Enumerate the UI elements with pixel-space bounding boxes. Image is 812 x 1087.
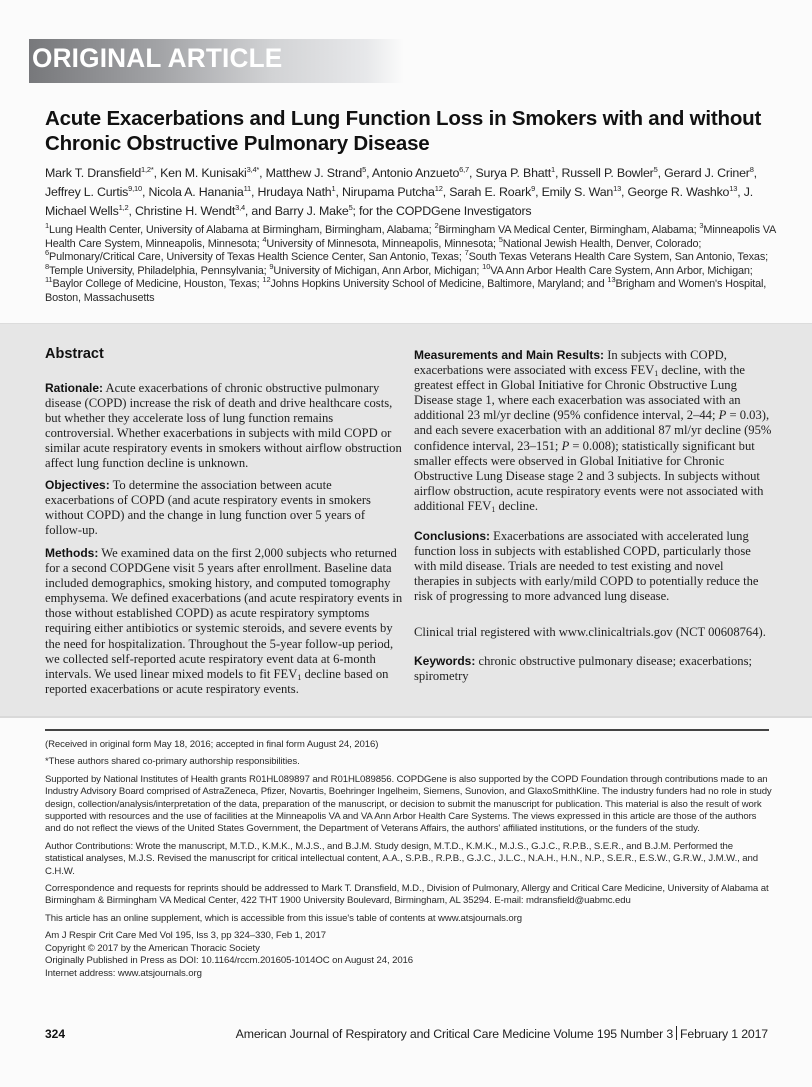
received-dates: (Received in original form May 18, 2016; accepted in final form August 24, 2016) bbox=[45, 739, 379, 750]
author: Antonio Anzueto$^{6,7}$ bbox=[371, 165, 469, 180]
author: Christine H. Wendt$^{3,4}$ bbox=[134, 203, 245, 218]
abstract-section bbox=[0, 323, 812, 718]
author: Gerard J. Criner$^8$ bbox=[664, 165, 754, 180]
funding-statement: Supported by National Institutes of Health grants R01HL089897 and R01HL089856. COPDGene is also supported by the COPD Foundation through contributions made to an Industry Advisory Board comprised of AstraZeneca, Pfizer, Novartis, Boehringer Ingelheim, Siemens, Sunovion, and GlaxoSmithKline. The industry funders had no role in study design, collection/analysis/interpretation of the data, preparation of the manuscript, or decision to submit the manuscript for publication. This material is also the result of work supported with resources and the use of facilities at the Minneapolis VA and VA Ann Arbor Health Care Systems. The views expressed in this article are those of the authors and do not reflect the views of the United States Government, the Department of Veterans Affairs, the authors' affiliated institutions, or the funders of the study. bbox=[45, 773, 772, 835]
article-type-label: ORIGINAL ARTICLE bbox=[32, 43, 283, 73]
copyright: Copyright © 2017 by the American Thoracic Society bbox=[45, 942, 260, 954]
author-group: ; for the COPDGene Investigators bbox=[352, 204, 532, 218]
author-list: Mark T. Dransfield$^{1,2*}$, Ken M. Kunisaki$^{3,4*}$, Matthew J. Strand$^5$, Antonio Anzueto$^{6,7}$, Surya P. Bhatt$^1$, Russell P. Bowler$^5$, Gerard J. Criner$^8$, Jeffrey L. Curtis$^{9,10}$, Nicola A. Hanania$^{11}$, Hrudaya Nath$^1$, Nirupama Putcha$^{12}$, Sarah E. Roark$^9$, Emily S. Wan$^{13}$, George R. Washko$^{13}$, J. Michael Wells$^{1,2}$, Christine H. Wendt$^{3,4}$, and Barry J. Make$^5$; for the COPDGene Investigators bbox=[45, 165, 757, 218]
author: Barry J. Make$^5$ bbox=[274, 203, 353, 218]
publication-info bbox=[45, 930, 773, 980]
abstract-conclusions: Conclusions: Exacerbations are associated with accelerated lung function loss in subjects with established COPD, particularly those with mild disease. Trials are needed to test existing and novel therapies in subjects with early/mild COPD to potentially reduce the risk of progressing to more advanced lung disease. bbox=[414, 529, 759, 604]
internet-address: Internet address: www.atsjournals.org bbox=[45, 967, 202, 979]
section-divider bbox=[45, 729, 769, 731]
author: Emily S. Wan$^{13}$ bbox=[541, 184, 622, 199]
abstract-methods: Methods: We examined data on the first 2,000 subjects who returned for a second COPDGene visit 5 years after enrollment. Baseline data included demographics, smoking history, and computed tomography emphysema. We defined exacerbations (and acute respiratory events in those without established COPD) as acute respiratory symptoms requiring either antibiotics or systemic steroids, and severe events by the need for hospitalization. Throughout the 5-year follow-up period, we collected self-reported acute respiratory event data at 6-month intervals. We used linear mixed models to fit $FEV_1$ decline based on reported exacerbations or acute respiratory events. bbox=[45, 546, 403, 696]
footer-separator bbox=[676, 1026, 677, 1040]
author: Matthew J. Strand$^5$ bbox=[265, 165, 367, 180]
page-number: 324 bbox=[45, 1027, 66, 1041]
author-contributions: Author Contributions: Wrote the manuscript, M.T.D., K.M.K., M.J.S., and B.J.M. Study design, M.T.D., K.M.K., M.J.S., G.J.C., R.P.B., S.E.R., and B.J.M. Performed the statistical analyses, M.J.S. Revised the manuscript for critical intellectual content, A.A., S.P.B., R.P.B., G.J.C., J.L.C., N.A.H., H.N., N.P., S.E.R., E.S.W., G.R.W., J.M.W., and C.H.W. bbox=[45, 840, 758, 877]
abstract-objectives: Objectives: To determine the association between acute exacerbations of COPD (and acute respiratory events in smokers without COPD) and the change in lung function over 5 years of follow-up. bbox=[45, 478, 371, 538]
author: J. Michael Wells$^{1,2}$ bbox=[45, 185, 753, 218]
author: Russell P. Bowler$^5$ bbox=[561, 165, 658, 180]
author: Jeffrey L. Curtis$^{9,10}$ bbox=[45, 184, 142, 199]
author: Nicola A. Hanania$^{11}$ bbox=[148, 184, 251, 199]
author: Hrudaya Nath$^1$ bbox=[257, 184, 336, 199]
article-type-banner bbox=[29, 39, 404, 83]
correspondence: Correspondence and requests for reprints should be addressed to Mark T. Dransfield, M.D., Division of Pulmonary, Allergy and Critical Care Medicine, University of Alabama at Birmingham & Birmingham VA Medical Center, 422 THT 1900 University Boulevard, Birmingham, AL 35294. E-mail: mdransfield@uabmc.edu bbox=[45, 883, 769, 907]
clinical-trial-registration: Clinical trial registered with www.clinicaltrials.gov (NCT 00608764). bbox=[414, 625, 766, 639]
author: Ken M. Kunisaki$^{3,4*}$ bbox=[160, 165, 260, 180]
article-title: Acute Exacerbations and Lung Function Loss in Smokers with and without Chronic Obstructive Pulmonary Disease bbox=[45, 107, 762, 155]
abstract-results: Measurements and Main Results: In subjects with COPD, exacerbations were associated with excess $FEV_1$ decline, with the greatest effect in Global Initiative for Chronic Obstructive Lung Disease stage 1, where each exacerbation was associated with an additional 23 ml/yr decline (95% confidence interval, 2–44; P = 0.03), and each severe exacerbation with an additional 87 ml/yr decline (95% confidence interval, 23–151; P = 0.008); statistically significant but smaller effects were observed in Global Initiative for Chronic Obstructive Lung Disease stage 2 and 3 subjects. In subjects without airflow obstruction, acute respiratory events were not associated with additional $FEV_1$ decline. bbox=[414, 348, 772, 514]
affiliations: $^1$Lung Health Center, University of Alabama at Birmingham, Birmingham, Alabama; $^2$Birmingham VA Medical Center, Birmingham, Alabama; $^3$Minneapolis VA Health Care System, Minneapolis, Minnesota; $^4$University of Minnesota, Minneapolis, Minnesota; $^5$National Jewish Health, Denver, Colorado; $^6$Pulmonary/Critical Care, University of Texas Health Science Center, San Antonio, Texas; $^7$South Texas Veterans Health Care System, San Antonio, Texas; $^8$Temple University, Philadelphia, Pennsylvania; $^9$University of Michigan, Ann Arbor, Michigan; $^{10}$VA Ann Arbor Health Care System, Ann Arbor, Michigan; $^{11}$Baylor College of Medicine, Houston, Texas; $^{12}$Johns Hopkins University School of Medicine, Baltimore, Maryland; and $^{13}$Brigham and Women's Hospital, Boston, Massachusetts bbox=[45, 221, 776, 304]
issue-date: February 1 2017 bbox=[680, 1027, 768, 1041]
doi: Originally Published in Press as DOI: 10.1164/rccm.201605-1014OC on August 24, 2016 bbox=[45, 955, 414, 967]
online-supplement-note: This article has an online supplement, which is accessible from this issue's table of contents at www.atsjournals.org bbox=[45, 912, 522, 924]
abstract-heading: Abstract bbox=[45, 346, 104, 362]
author: Sarah E. Roark$^9$ bbox=[449, 184, 536, 199]
author: Nirupama Putcha$^{12}$ bbox=[342, 184, 443, 199]
abstract-keywords: Keywords: chronic obstructive pulmonary disease; exacerbations; spirometry bbox=[414, 654, 752, 684]
author: Surya P. Bhatt$^1$ bbox=[475, 165, 555, 180]
article-footnotes bbox=[45, 739, 773, 980]
journal-issue: American Journal of Respiratory and Critical Care Medicine Volume 195 Number 3 bbox=[235, 1027, 674, 1041]
citation: Am J Respir Crit Care Med Vol 195, Iss 3, pp 324–330, Feb 1, 2017 bbox=[45, 930, 326, 942]
author: Mark T. Dransfield$^{1,2*}$ bbox=[45, 165, 154, 180]
author: George R. Washko$^{13}$ bbox=[627, 184, 738, 199]
abstract-rationale: Rationale: Acute exacerbations of chronic obstructive pulmonary disease (COPD) increase the risk of death and drive healthcare costs, but whether they accelerate loss of lung function remains controversial. Whether exacerbations in subjects with mild COPD or similar acute respiratory events in smokers without airflow obstruction affect lung function decline is unknown. bbox=[45, 381, 402, 471]
co-authorship-note: *These authors shared co-primary authorship responsibilities. bbox=[45, 756, 300, 768]
running-footer bbox=[236, 1026, 768, 1041]
